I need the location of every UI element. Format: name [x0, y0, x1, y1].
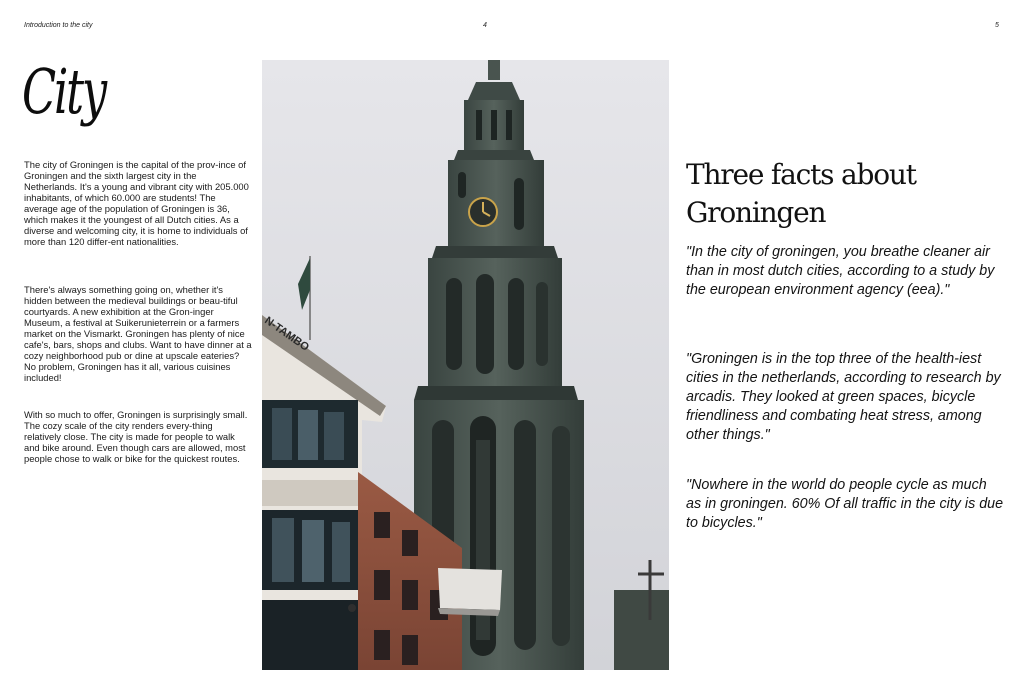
fact-quote: "Groningen is in the top three of the health-iest cities in the netherlands, according to research by arcadis. They looked at green spaces, bicycle friendliness and combating heat stress, among other things."	[686, 351, 1001, 443]
page-number-right: 5	[995, 22, 999, 29]
martini-tower-photo	[262, 60, 669, 670]
section-header: Introduction to the city	[24, 22, 93, 29]
page-title: City	[22, 55, 105, 128]
fact-quote: "In the city of groningen, you breathe cleaner air than in most dutch cities, according to a study by the european environment agency (eea)."	[686, 244, 995, 298]
intro-paragraph: The city of Groningen is the capital of the prov-ince of Groningen and the sixth largest city in the Netherlands. It's a young and vibrant city with 205.000 inhabitants, of which 60.000 are students! The average age of the population of Groningen is 36, which makes it the youngest of all Dutch cities. As a diverse and welcoming city, it is home to individuals of more than 120 differ-ent nationalities.	[24, 159, 249, 248]
intro-paragraph: With so much to offer, Groningen is surprisingly small. The cozy scale of the city renders every-thing relatively close. The city is made for people to walk and bike around. Even though cars are allowed, most people chose to walk or bike for the quickest routes.	[24, 409, 248, 465]
building-sign: N-TAMBO	[262, 314, 312, 354]
facts-heading: Three facts about Groningen	[686, 158, 916, 229]
intro-paragraph: There's always something going on, whether it's hidden between the medieval buildings or beau-tiful courtyards. A new exhibition at the Gron-inger Museum, a festival at Suikerunieterrein or a farmers market on the Vismarkt. Groningen has plenty of nice cafe's, bars, shops and clubs. Want to have dinner at a cozy neighborhood pub or dine at upscale eateries? No problem, Groningen has it all, various cuisines included!	[24, 284, 252, 384]
page-number-left: 4	[483, 22, 487, 29]
fact-quote: "Nowhere in the world do people cycle as much as in groningen. 60% Of all traffic in the city is due to bicycles."	[686, 477, 1004, 531]
